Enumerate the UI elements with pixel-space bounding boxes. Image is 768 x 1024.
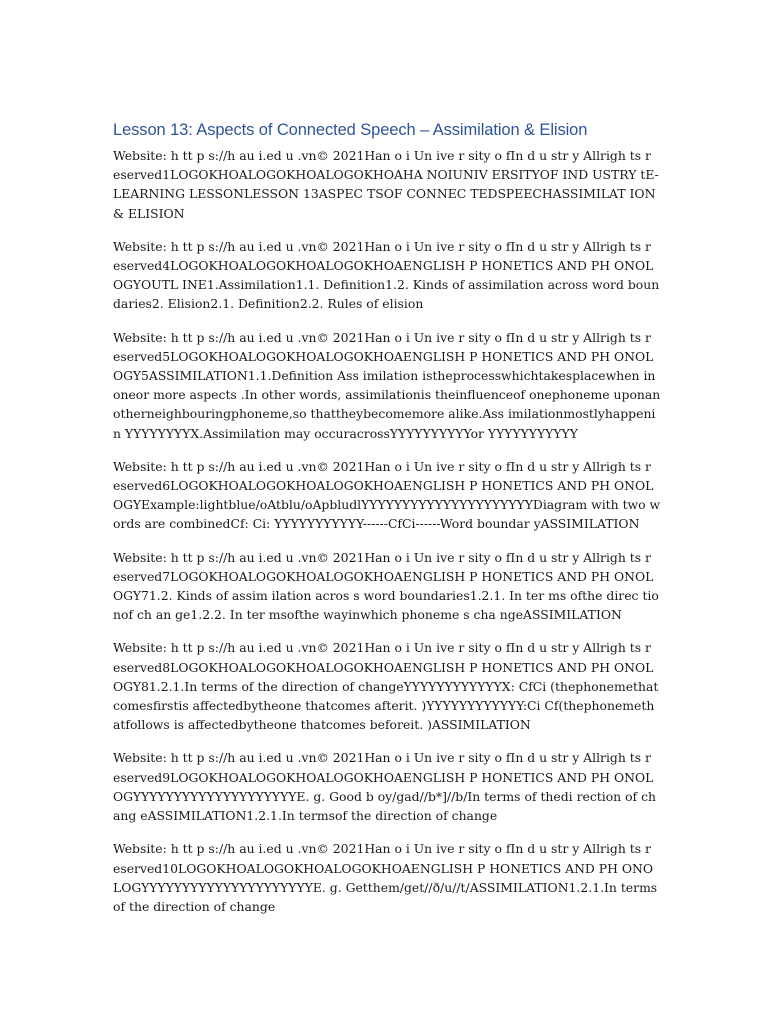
lesson-title: Lesson 13: Aspects of Connected Speech – Assimilation & Elision xyxy=(113,121,588,139)
slide-text-paragraph: Website: h tt p s://h au i.ed u .vn© 2021Han o i Un ive r sity o fIn d u str y Allrigh ts r eserved6LOGOKHOALOGOKHOALOGOKHOAENGLISH P HONETICS AND PH ONOLOGYExample:lightblue/oAtblu/oApbludlYYYYYYYYYYYYYYYYYYYYYDiagram with two words are combinedCf: Ci: YYYYYYYYYYY------CfCi------Word boundar yASSIMILATION xyxy=(113,458,661,532)
slide-text-paragraph: Website: h tt p s://h au i.ed u .vn© 2021Han o i Un ive r sity o fIn d u str y Allrigh ts r eserved5LOGOKHOALOGOKHOALOGOKHOAENGLISH P HONETICS AND PH ONOLOGY5ASSIMILATION1.1.Definition Ass imilation istheprocesswhichtakesplacewhen in oneor more aspects .In other words, assimilationis theinfluenceof onephoneme uponanotherneighbouringphoneme,so thattheybecomemore alike.Ass imilationmostlyhappenin YYYYYYYYX.Assimilation may occuracrossYYYYYYYYYYor YYYYYYYYYYY xyxy=(113,329,661,441)
slide-text-paragraph: Website: h tt p s://h au i.ed u .vn© 2021Han o i Un ive r sity o fIn d u str y Allrigh ts r eserved4LOGOKHOALOGOKHOALOGOKHOAENGLISH P HONETICS AND PH ONOLOGYOUTL INE1.Assimilation1.1. Definition1.2. Kinds of assimilation across word boundaries2. Elision2.1. Definition2.2. Rules of elision xyxy=(113,238,660,312)
document-page xyxy=(113,120,661,930)
slide-text-paragraph: Website: h tt p s://h au i.ed u .vn© 2021Han o i Un ive r sity o fIn d u str y Allrigh ts r eserved7LOGOKHOALOGOKHOALOGOKHOAENGLISH P HONETICS AND PH ONOLOGY71.2. Kinds of assim ilation acros s word boundaries1.2.1. In ter ms ofthe direc tionof ch an ge1.2.2. In ter msofthe wayinwhich phoneme s cha ngeASSIMILATION xyxy=(113,549,659,623)
slide-text-paragraph: Website: h tt p s://h au i.ed u .vn© 2021Han o i Un ive r sity o fIn d u str y Allrigh ts r eserved8LOGOKHOALOGOKHOALOGOKHOAENGLISH P HONETICS AND PH ONOLOGY81.2.1.In terms of the direction of changeYYYYYYYYYYYYX: CfCi (thephonemethatcomesfirstis affectedbytheone thatcomes afterit. )YYYYYYYYYYYY:Ci Cf(thephonemethatfollows is affectedbytheone thatcomes beforeit. )ASSIMILATION xyxy=(113,640,659,733)
slide-text-paragraph: Website: h tt p s://h au i.ed u .vn© 2021Han o i Un ive r sity o fIn d u str y Allrigh ts r eserved9LOGOKHOALOGOKHOALOGOKHOAENGLISH P HONETICS AND PH ONOLOGYYYYYYYYYYYYYYYYYYYYE. g. Good b oy/gad//b*]//b/In terms of thedi rection of chang eASSIMILATION1.2.1.In termsof the direction of change xyxy=(113,750,656,824)
slide-text-paragraph: Website: h tt p s://h au i.ed u .vn© 2021Han o i Un ive r sity o fIn d u str y Allrigh ts r eserved10LOGOKHOALOGOKHOALOGOKHOAENGLISH P HONETICS AND PH ONOLOGYYYYYYYYYYYYYYYYYYYYYE. g. Getthem/get//ð/u//t/ASSIMILATION1.2.1.In termsof the direction of change xyxy=(113,841,658,914)
slide-text-paragraph: Website: h tt p s://h au i.ed u .vn© 2021Han o i Un ive r sity o fIn d u str y Allrigh ts r eserved1LOGOKHOALOGOKHOALOGOKHOAHA NOIUNIV ERSITYOF IND USTRY tE-LEARNING LESSONLESSON 13ASPEC TSOF CONNEC TEDSPEECHASSIMILAT ION & ELISION xyxy=(113,148,659,221)
